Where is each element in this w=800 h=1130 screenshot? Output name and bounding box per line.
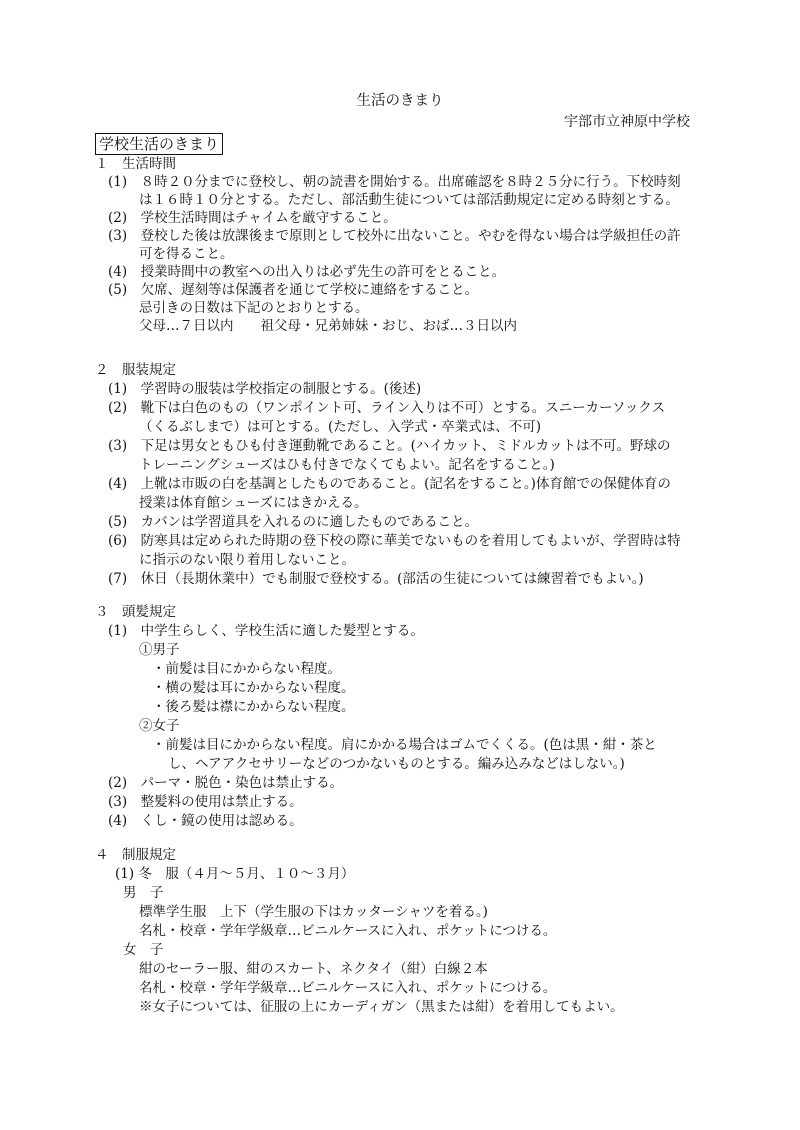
list-item: (2) 靴下は白色のもの（ワンポイント可、ライン入りは不可）とする。スニーカーソックス (108, 400, 666, 416)
bullet-item: ・前髪は目にかからない程度。肩にかかる場合はゴムでくくる。(色は黒・紺・茶と (152, 737, 657, 753)
list-item: (4) 授業時間中の教室への出入りは必ず先生の許可をとること。 (108, 264, 506, 280)
sub-heading: ②女子 (139, 718, 180, 734)
list-item: (1) 冬 服（４月～５月、１０～３月） (115, 866, 355, 882)
bullet-item: ・横の髪は耳にかからない程度。 (152, 680, 355, 696)
list-item: (3) 下足は男女ともひも付き運動靴であること。(ハイカット、ミドルカットは不可。野球の (108, 438, 671, 454)
detail-item: 標準学生服 上下（学生服の下はカッターシャツを着る。) (139, 904, 488, 920)
list-item: (2) パーマ・脱色・染色は禁止する。 (108, 775, 344, 791)
list-item: (3) 登校した後は放課後まで原則として校外に出ないこと。やむを得ない場合は学級担任の許 (108, 228, 681, 244)
list-item: (5) 欠席、遅刻等は保護者を通じて学校に連絡をすること。 (108, 282, 479, 298)
school-name: 宇部市立神原中学校 (564, 114, 690, 130)
bullet-item: ・前髪は目にかからない程度。 (152, 661, 341, 677)
bullet-item-continued: し、ヘアアクセサリーなどのつかないものとする。編み込みなどはしない。) (168, 756, 625, 772)
detail-item: 紺のセーラー服、紺のスカート、ネクタイ（紺）白線２本 (139, 961, 488, 977)
list-item-continued: は１６時１０分とする。ただし、部活動生徒については部活動規定に定める時刻とする。 (139, 192, 679, 208)
list-item-continued: 授業は体育館シューズにはきかえる。 (139, 495, 368, 511)
detail-item: 名札・校章・学年学級章…ビニルケースに入れ、ポケットにつける。 (139, 980, 557, 996)
list-item: (5) カバンは学習道具を入れるのに適したものであること。 (108, 514, 479, 530)
list-item: (3) 整髪料の使用は禁止する。 (108, 794, 303, 810)
bullet-item: ・後ろ髪は襟にかからない程度。 (152, 699, 355, 715)
page-title: 生活のきまり (356, 93, 444, 109)
list-item-continued: 可を得ること。 (139, 246, 234, 262)
list-item-continued: （くるぶしまで）は可とする。(ただし、入学式・卒業式は、不可) (139, 419, 542, 435)
list-item-continued: トレーニングシューズはひも付きでなくてもよい。記名をすること。) (139, 457, 555, 473)
list-item: (4) 上靴は市販の白を基調としたものであること。(記名をすること。)体育館での保健体育の (108, 476, 671, 492)
section-heading: ３ 頭髪規定 (95, 604, 176, 620)
list-item-continued: 忌引きの日数は下記のとおりとする。 (139, 300, 369, 316)
list-item: (4) くし・鏡の使用は認める。 (108, 813, 303, 829)
list-item-continued: に指示のない限り着用しないこと。 (139, 552, 355, 568)
sub-heading: 男 子 (123, 885, 164, 901)
list-item: (1) 中学生らしく、学校生活に適した髪型とする。 (108, 623, 424, 639)
section-heading-box: 学校生活のきまり (95, 133, 223, 155)
note-item: ※女子については、征服の上にカーディガン（黒または紺）を着用してもよい。 (139, 999, 624, 1015)
list-item: (7) 休日（長期休業中）でも制服で登校する。(部活の生徒については練習着でもよい。) (108, 571, 644, 587)
list-item: (2) 学校生活時間はチャイムを厳守すること。 (108, 210, 397, 226)
section-heading: ４ 制服規定 (95, 847, 176, 863)
section-heading: １ 生活時間 (95, 156, 176, 172)
list-item: (6) 防寒具は定められた時期の登下校の際に華美でないものを着用してもよいが、学習時は特 (108, 533, 681, 549)
list-item: (1) 学習時の服装は学校指定の制服とする。(後述) (108, 381, 422, 397)
section-heading: ２ 服装規定 (95, 362, 176, 378)
sub-heading: ①男子 (139, 642, 180, 658)
list-item-continued: 父母…７日以内 祖父母・兄弟姉妹・おじ、おば…３日以内 (139, 318, 517, 334)
list-item: (1) ８時２０分までに登校し、朝の読書を開始する。出席確認を８時２５分に行う。下校時刻 (108, 174, 681, 190)
sub-heading: 女 子 (123, 942, 164, 958)
detail-item: 名札・校章・学年学級章…ビニルケースに入れ、ポケットにつける。 (139, 923, 557, 939)
